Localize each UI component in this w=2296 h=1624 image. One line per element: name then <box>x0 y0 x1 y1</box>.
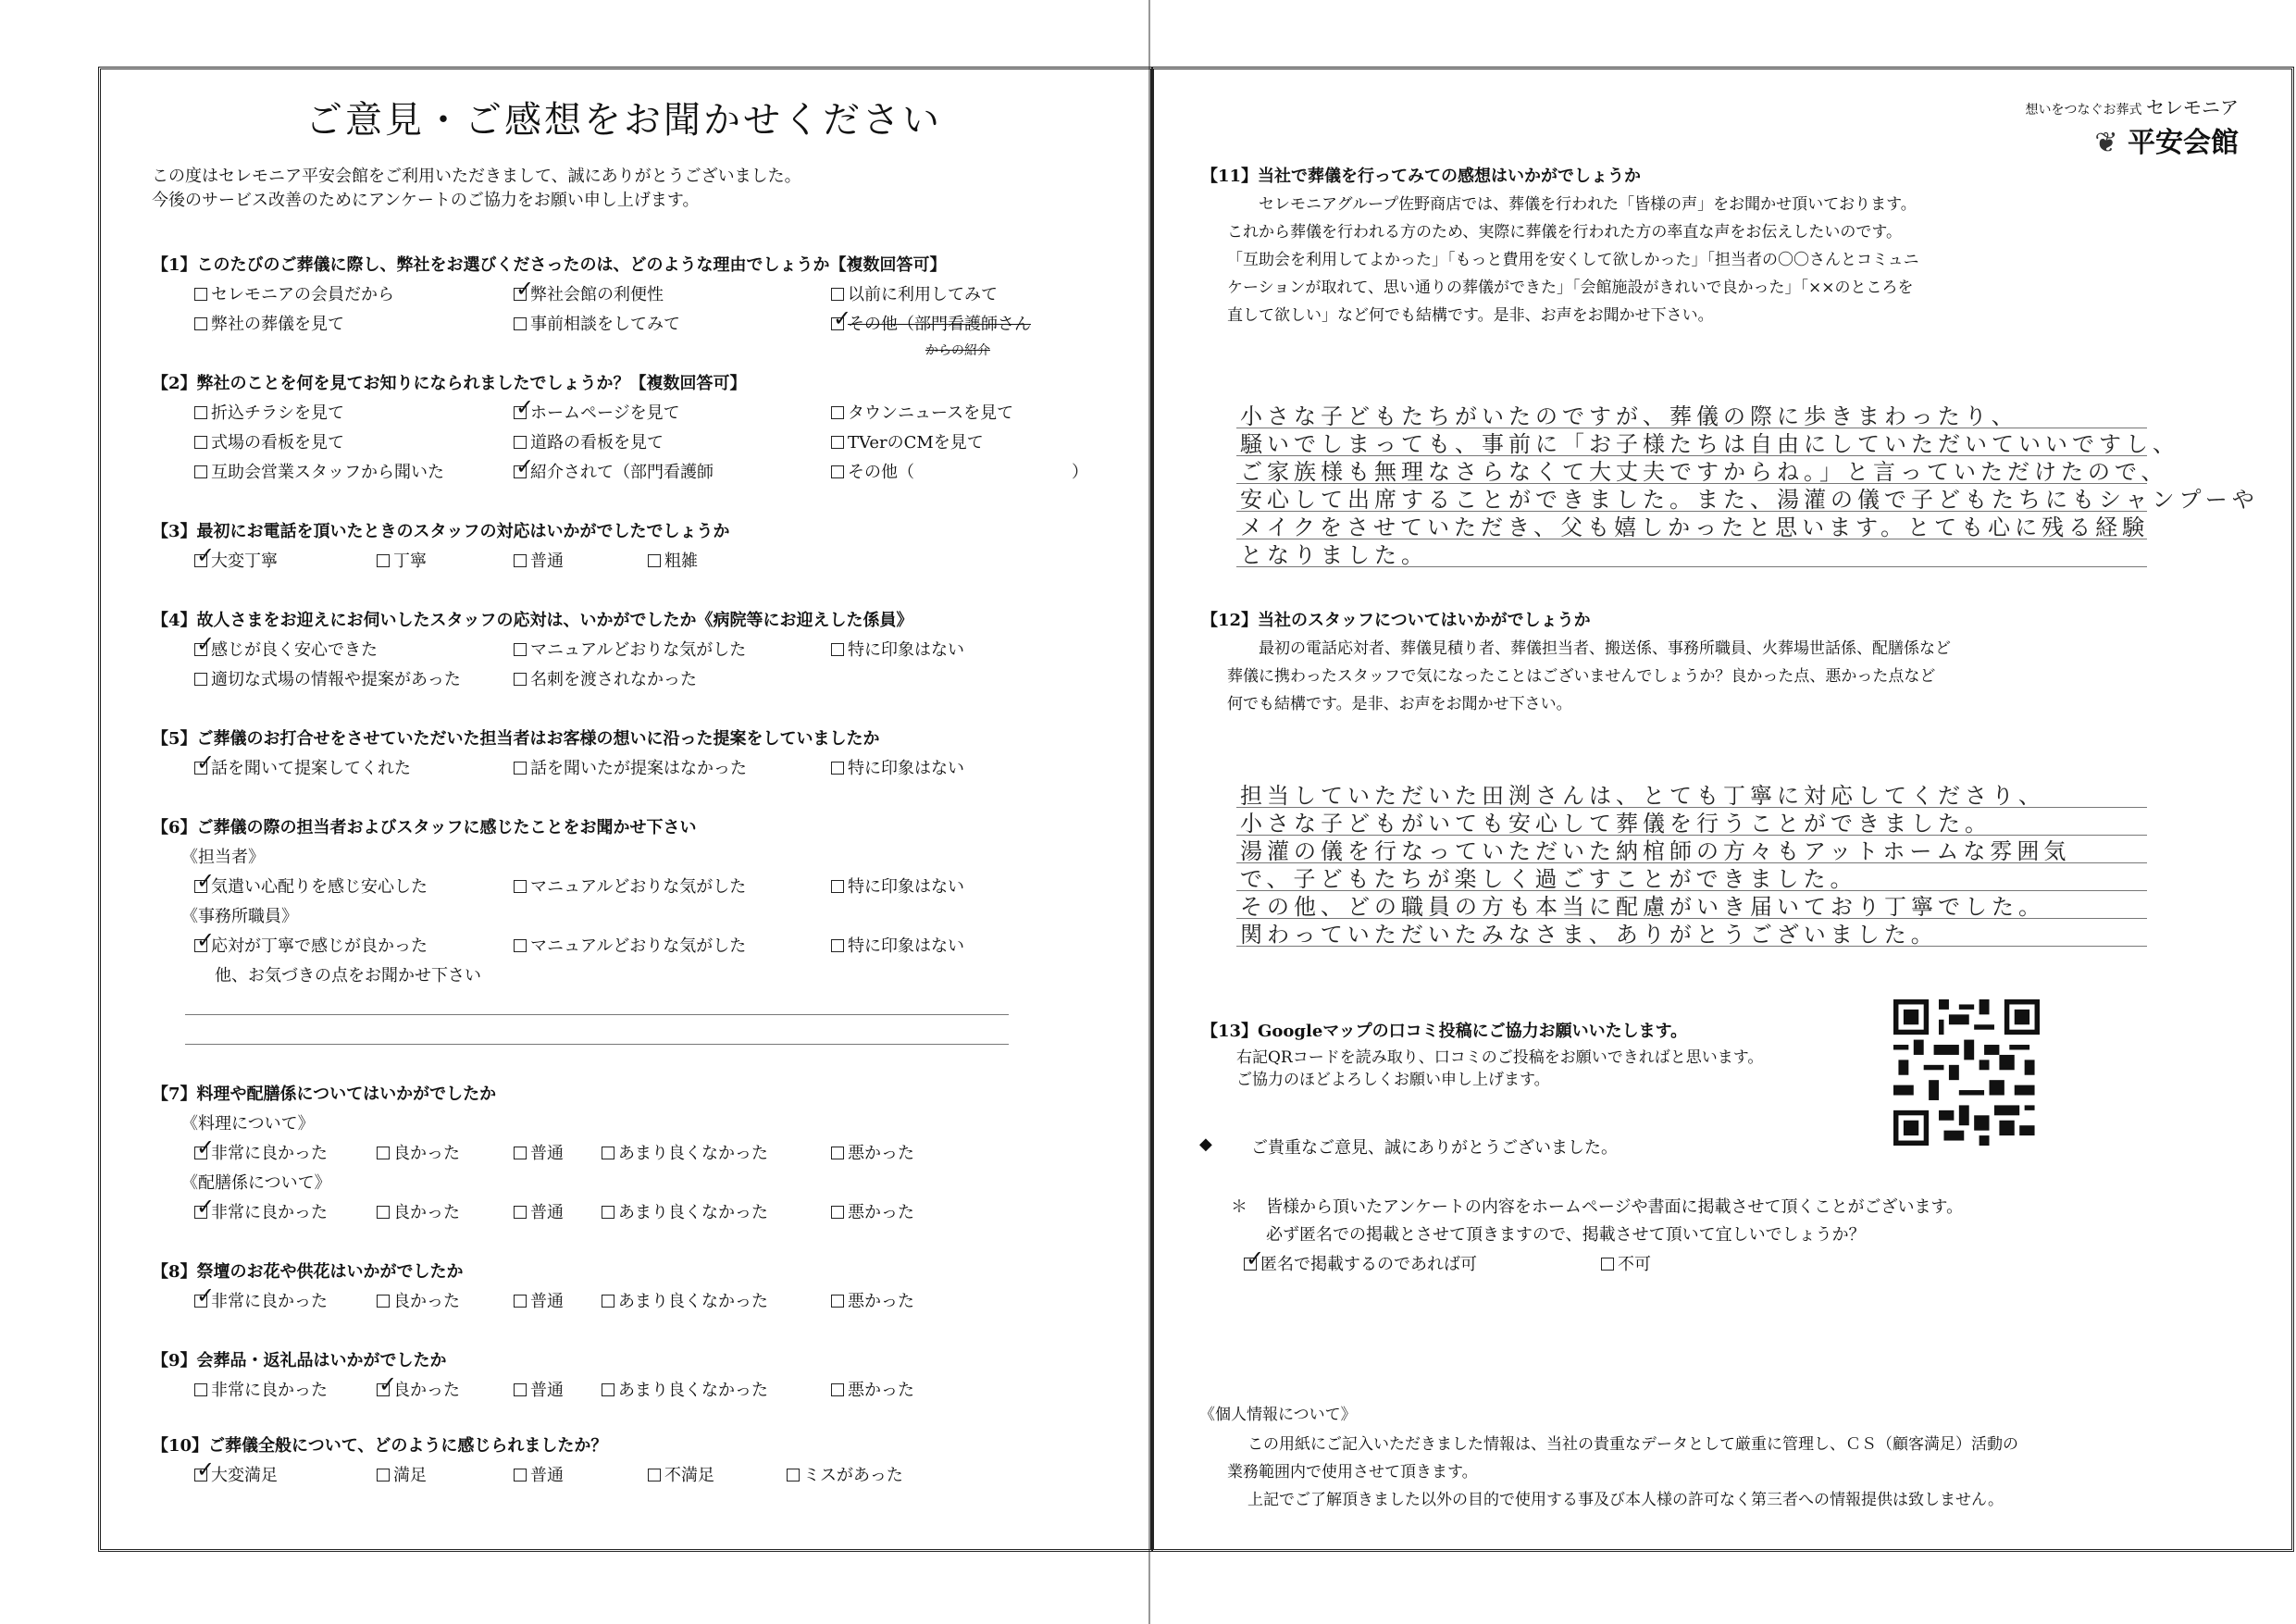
checkbox[interactable] <box>514 406 527 419</box>
q3-option[interactable]: ✓大変丁寧 <box>194 548 278 572</box>
q6-option[interactable]: 特に印象はない <box>831 933 964 957</box>
q11-answer-line: 小さな子どもたちがいたのですが、葬儀の際に歩きまわったり、 <box>1240 403 2018 429</box>
checkbox[interactable] <box>514 1469 527 1481</box>
q2-option[interactable]: タウンニュースを見て <box>831 400 1013 424</box>
q2-option[interactable]: 道路の看板を見て <box>514 429 664 453</box>
q2-close-paren: ） <box>1072 463 1088 482</box>
checkbox[interactable] <box>831 1147 844 1159</box>
q12-desc: 最初の電話応対者、葬儀見積り者、葬儀担当者、搬送係、事務所職員、火葬場世話係、配膳係など <box>1259 639 1951 658</box>
checkbox[interactable] <box>194 643 207 656</box>
q1-option[interactable]: 以前に利用してみて <box>831 281 998 305</box>
q7-label: 【7】料理や配膳係についてはいかがでしたか <box>152 1085 497 1104</box>
q5-option[interactable]: ✓話を聞いて提案してくれた <box>194 755 411 779</box>
q8-label: 【8】祭壇のお花や供花はいかがでしたか <box>152 1262 464 1282</box>
checkbox[interactable] <box>514 317 527 330</box>
q2-option[interactable]: 互助会営業スタッフから聞いた <box>194 459 444 483</box>
checkbox[interactable] <box>514 465 527 478</box>
q7-server-option[interactable]: 普通 <box>514 1199 564 1223</box>
privacy-heading: 《個人情報について》 <box>1199 1406 1357 1424</box>
q12-answer-line: で、子どもたちが楽しく過ごすことができました。 <box>1240 866 1857 892</box>
publish-text: 必ず匿名での掲載とさせて頂きますので、掲載させて頂いて宜しいでしょうか？ <box>1266 1225 1866 1245</box>
checkbox[interactable] <box>377 1147 390 1159</box>
intro-line-2: 今後のサービス改善のためにアンケートのご協力をお願い申し上げます。 <box>152 191 700 210</box>
checkbox[interactable] <box>831 465 844 478</box>
q1-handwritten-note: からの紹介 <box>925 343 990 358</box>
checkbox[interactable] <box>194 554 207 567</box>
checkbox[interactable] <box>194 1383 207 1396</box>
checkbox[interactable] <box>514 939 527 952</box>
q10-option[interactable]: ✓大変満足 <box>194 1462 278 1486</box>
checkbox[interactable] <box>831 436 844 449</box>
company-logo <box>2026 93 2239 160</box>
privacy-text: 業務範囲内で使用させて頂きます。 <box>1227 1463 1478 1481</box>
q11-desc: セレモニアグループ佐野商店では、葬儀を行われた「皆様の声」をお聞かせ頂いております。 <box>1259 195 1917 214</box>
checkbox[interactable] <box>194 673 207 686</box>
q12-label: 【12】当社のスタッフについてはいかがでしょうか <box>1201 611 1591 630</box>
q9-option[interactable]: 非常に良かった <box>194 1377 328 1401</box>
q6-label: 【6】ご葬儀の際の担当者およびスタッフに感じたことをお聞かせ下さい <box>152 818 697 837</box>
q4-option[interactable]: ✓感じが良く安心できた <box>194 637 378 661</box>
q9-option[interactable]: あまり良くなかった <box>602 1377 768 1401</box>
logo-name: 平安会館 <box>2128 127 2239 159</box>
q4-option[interactable]: 名刺を渡されなかった <box>514 666 697 690</box>
checkbox[interactable] <box>514 880 527 893</box>
q9-option[interactable]: ✓ 良かった <box>377 1377 460 1401</box>
q7-food-option[interactable]: 良かった <box>377 1140 460 1164</box>
checkbox[interactable] <box>377 1383 390 1396</box>
checkbox[interactable] <box>194 1295 207 1308</box>
checkbox[interactable] <box>194 288 207 301</box>
q12-desc: 何でも結構です。是非、お声をお聞かせ下さい。 <box>1227 695 1572 713</box>
q4-label: 【4】故人さまをお迎えにお伺いしたスタッフの応対は、いかがでしたか《病院等にお迎えした係員》 <box>152 611 913 630</box>
q10-option[interactable]: ミスがあった <box>787 1462 903 1486</box>
q1-option[interactable]: セレモニアの会員だから <box>194 281 394 305</box>
q9-option[interactable]: 悪かった <box>831 1377 914 1401</box>
q1-option[interactable]: 弊社の葬儀を見て <box>194 311 344 335</box>
q4-option[interactable]: 適切な式場の情報や提案があった <box>194 666 461 690</box>
q6-option[interactable]: マニュアルどおりな気がした <box>514 933 746 957</box>
q11-desc: 直して欲しい」など何でも結構です。是非、お声をお聞かせ下さい。 <box>1227 306 1714 325</box>
checkbox[interactable] <box>831 1206 844 1219</box>
q8-option[interactable]: 悪かった <box>831 1288 914 1312</box>
q2-option[interactable]: ✓ ホームページを見て <box>514 400 680 424</box>
q5-label: 【5】ご葬儀のお打合せをさせていただいた担当者はお客様の想いに沿った提案をしていましたか <box>152 729 880 749</box>
checkbox[interactable] <box>194 436 207 449</box>
thanks-bullet: ◆ <box>1199 1134 1212 1154</box>
checkbox[interactable] <box>514 762 527 775</box>
q8-option[interactable]: 普通 <box>514 1288 564 1312</box>
q6-option[interactable]: 特に印象はない <box>831 874 964 898</box>
q1-option[interactable]: ✓ 弊社会館の利便性 <box>514 281 664 305</box>
q12-answer-line: 関わっていただいたみなさま、ありがとうございました。 <box>1240 922 1938 948</box>
q7-server-option[interactable]: あまり良くなかった <box>602 1199 768 1223</box>
checkbox[interactable] <box>514 288 527 301</box>
q11-answer-line: 安心して出席することができました。また、湯灌の儀で子どもたちにもシャンプーや <box>1240 487 2259 513</box>
q11-desc: これから葬儀を行われる方のため、実際に葬儀を行われた方の率直な声をお伝えしたいのです。 <box>1227 223 1902 242</box>
checkbox[interactable] <box>194 1469 207 1481</box>
checkbox[interactable] <box>194 317 207 330</box>
q13-desc: 右記QRコードを読み取り、口コミのご投稿をお願いできればと思います。 <box>1236 1048 1764 1067</box>
q6-sub-jimusho: 《事務所職員》 <box>181 907 298 926</box>
checkbox[interactable] <box>194 1206 207 1219</box>
logo-tagline: 想いをつなぐお葬式 <box>2025 103 2142 118</box>
q11-answer-line: メイクをさせていただき、父も嬉しかったと思います。とても心に残る経験 <box>1240 514 2150 540</box>
q6-writing-line[interactable] <box>185 1014 1009 1015</box>
q7-sub-server: 《配膳係について》 <box>181 1173 331 1193</box>
q2-label: 【2】弊社のことを何を見てお知りになられましたでしょうか？【複数回答可】 <box>152 374 747 393</box>
checkbox[interactable] <box>602 1295 614 1308</box>
q3-option[interactable]: 丁寧 <box>377 548 427 572</box>
checkbox[interactable] <box>377 1295 390 1308</box>
publish-text: 皆様から頂いたアンケートの内容をホームページや書面に掲載させて頂くことがございます。 <box>1266 1197 1964 1217</box>
q7-food-option[interactable]: 普通 <box>514 1140 564 1164</box>
q12-answer-line: 担当していただいた田渕さんは、とても丁寧に対応してくださり、 <box>1240 783 2045 809</box>
checkbox[interactable] <box>648 1469 661 1481</box>
checkbox[interactable] <box>514 436 527 449</box>
q10-label: 【10】ご葬儀全般について、どのように感じられましたか？ <box>152 1436 608 1456</box>
q12-answer-line: 湯灌の儀を行なっていただいた納棺師の方々もアットホームな雰囲気 <box>1240 838 2071 864</box>
publish-option[interactable]: 不可 <box>1601 1251 1651 1275</box>
checkbox[interactable] <box>514 554 527 567</box>
q5-option[interactable]: 話を聞いたが提案はなかった <box>514 755 747 779</box>
checkbox[interactable] <box>831 880 844 893</box>
checkbox[interactable] <box>602 1147 614 1159</box>
q7-sub-food: 《料理について》 <box>181 1114 315 1134</box>
checkbox[interactable] <box>831 317 844 330</box>
q8-option[interactable]: あまり良くなかった <box>602 1288 768 1312</box>
q2-option[interactable]: 式場の看板を見て <box>194 429 344 453</box>
privacy-text: 上記でご了解頂きました以外の目的で使用する事及び本人様の許可なく第三者への情報提供は致しません。 <box>1247 1491 2004 1509</box>
q11-desc: ケーションが取れて、思い通りの葬儀ができた」「会館施設がきれいで良かった」「××のところを <box>1227 279 1914 297</box>
checkbox[interactable] <box>194 880 207 893</box>
q3-label: 【3】最初にお電話を頂いたときのスタッフの対応はいかがでしたでしょうか <box>152 522 730 541</box>
q1-option[interactable]: ✓ その他（部門看護師さん <box>831 311 1031 335</box>
publish-option[interactable]: ✓匿名で掲載するのであれば可 <box>1244 1251 1477 1275</box>
checkbox[interactable] <box>377 554 390 567</box>
q1-label: 【1】このたびのご葬儀に際し、弊社をお選びくださったのは、どのような理由でしょうか【複数回答可】 <box>152 255 947 275</box>
q2-option[interactable]: その他（ <box>831 459 914 483</box>
q7-food-option[interactable]: あまり良くなかった <box>602 1140 768 1164</box>
checkbox[interactable] <box>602 1383 614 1396</box>
checkbox[interactable] <box>831 643 844 656</box>
q5-option[interactable]: 特に印象はない <box>831 755 964 779</box>
q13-desc: ご協力のほどよろしくお願い申し上げます。 <box>1236 1071 1550 1089</box>
checkbox[interactable] <box>831 288 844 301</box>
q9-option[interactable]: 普通 <box>514 1377 564 1401</box>
checkbox[interactable] <box>514 1147 527 1159</box>
checkbox[interactable] <box>831 406 844 419</box>
checkbox[interactable] <box>1244 1258 1257 1271</box>
checkbox[interactable] <box>194 1147 207 1159</box>
q6-option[interactable]: マニュアルどおりな気がした <box>514 874 746 898</box>
privacy-text: この用紙にご記入いただきました情報は、当社の貴重なデータとして厳重に管理し、ＣＳ（顧客満足）活動の <box>1247 1435 2018 1454</box>
logo-brand: セレモニア <box>2146 96 2239 118</box>
checkbox[interactable] <box>1601 1258 1614 1271</box>
q4-option[interactable]: マニュアルどおりな気がした <box>514 637 746 661</box>
thanks-text: ご貴重なご意見、誠にありがとうございました。 <box>1251 1138 1618 1158</box>
q11-desc: 「互助会を利用してよかった」「もっと費用を安くして欲しかった」「担当者の〇〇さんとコミュニ <box>1227 251 1919 269</box>
checkbox[interactable] <box>514 1206 527 1219</box>
q3-option[interactable]: 粗雑 <box>648 548 698 572</box>
publish-star: ＊ <box>1231 1197 1247 1217</box>
checkbox[interactable] <box>787 1469 800 1481</box>
q6-option[interactable]: ✓気遣い心配りを感じ安心した <box>194 874 428 898</box>
q6-other-prompt: 他、お気づきの点をお聞かせ下さい <box>215 966 481 986</box>
q8-option[interactable]: 良かった <box>377 1288 460 1312</box>
intro-line-1: この度はセレモニア平安会館をご利用いただきまして、誠にありがとうございました。 <box>152 167 801 186</box>
checkbox[interactable] <box>831 1383 844 1396</box>
q11-label: 【11】当社で葬儀を行ってみての感想はいかがでしょうか <box>1201 167 1642 186</box>
q2-option[interactable]: TVerのCMを見て <box>831 429 984 453</box>
checkbox[interactable] <box>831 939 844 952</box>
page-title: ご意見・ご感想をお聞かせください <box>305 99 942 142</box>
checkbox[interactable] <box>194 762 207 775</box>
q12-answer-line: 小さな子どもがいても安心して葬儀を行うことができました。 <box>1240 811 1992 837</box>
checkbox[interactable] <box>648 554 661 567</box>
q7-server-option[interactable]: 良かった <box>377 1199 460 1223</box>
checkbox[interactable] <box>514 643 527 656</box>
checkbox[interactable] <box>831 762 844 775</box>
q3-option[interactable]: 普通 <box>514 548 564 572</box>
q12-answer-line: その他、どの職員の方も本当に配慮がいき届いており丁寧でした。 <box>1240 894 2045 920</box>
q7-server-option[interactable]: ✓非常に良かった <box>194 1199 328 1223</box>
checkbox[interactable] <box>514 1383 527 1396</box>
q9-label: 【9】会葬品・返礼品はいかがでしたか <box>152 1351 447 1370</box>
q6-sub-tantousha: 《担当者》 <box>181 848 265 867</box>
q12-desc: 葬儀に携わったスタッフで気になったことはございませんでしょうか？良かった点、悪かった点など <box>1227 667 1936 686</box>
checkbox[interactable] <box>602 1206 614 1219</box>
q6-option[interactable]: ✓応対が丁寧で感じが良かった <box>194 933 428 957</box>
checkbox[interactable] <box>514 673 527 686</box>
q8-option[interactable]: ✓非常に良かった <box>194 1288 328 1312</box>
q7-food-option[interactable]: ✓非常に良かった <box>194 1140 328 1164</box>
checkbox[interactable] <box>831 1295 844 1308</box>
checkbox[interactable] <box>194 406 207 419</box>
q11-answer-line: ご家族様も無理なさらなくて大丈夫ですからね。」と言っていただけたので、 <box>1240 459 2168 485</box>
checkbox[interactable] <box>377 1206 390 1219</box>
q10-option[interactable]: 満足 <box>377 1462 427 1486</box>
q2-option[interactable]: ✓ 紹介されて（部門看護師 <box>514 459 714 483</box>
q11-answer-line: 騒いでしまっても、事前に「お子様たちは自由にしていただいていいですし、 <box>1240 431 2179 457</box>
checkbox[interactable] <box>194 465 207 478</box>
checkbox[interactable] <box>377 1469 390 1481</box>
q10-option[interactable]: 普通 <box>514 1462 564 1486</box>
qr-code-icon[interactable] <box>1884 999 2049 1146</box>
q11-answer-line: となりました。 <box>1240 542 1428 568</box>
q7-server-option[interactable]: 悪かった <box>831 1199 914 1223</box>
q2-option[interactable]: 折込チラシを見て <box>194 400 344 424</box>
q1-option[interactable]: 事前相談をしてみて <box>514 311 680 335</box>
q10-option[interactable]: 不満足 <box>648 1462 714 1486</box>
q4-option[interactable]: 特に印象はない <box>831 637 964 661</box>
checkbox[interactable] <box>194 939 207 952</box>
q7-food-option[interactable]: 悪かった <box>831 1140 914 1164</box>
q13-label: 【13】Googleマップの口コミ投稿にご協力お願いいたします。 <box>1201 1022 1688 1041</box>
q6-writing-line[interactable] <box>185 1044 1009 1045</box>
checkbox[interactable] <box>514 1295 527 1308</box>
lotus-icon: ❦ <box>2094 127 2128 159</box>
